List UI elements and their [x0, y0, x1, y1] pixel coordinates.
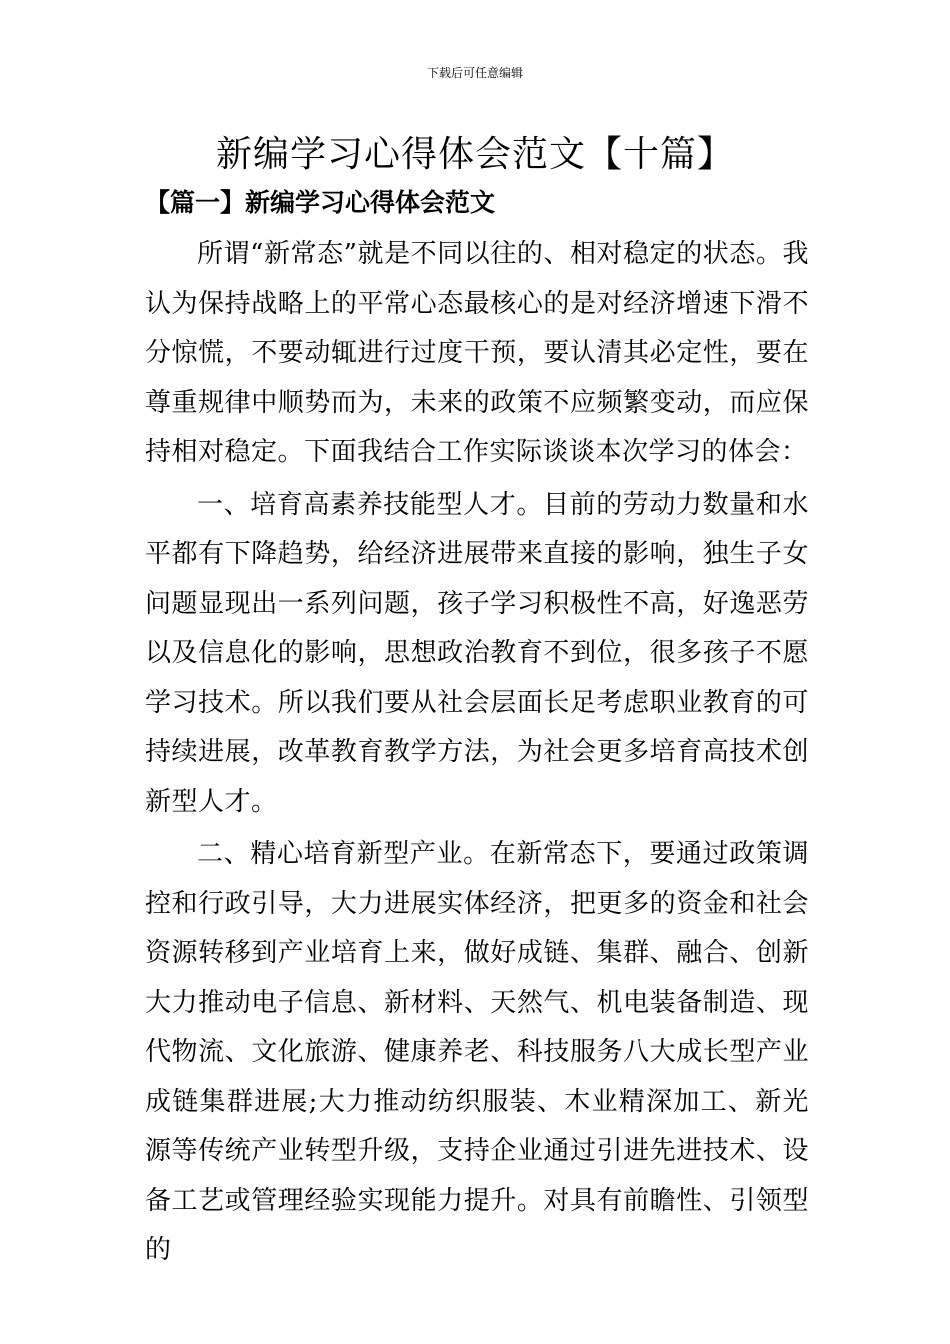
paragraph-point-two: 二、精心培育新型产业。在新常态下，要通过政策调控和行政引导，大力进展实体经济，把更多的资金和社会资源转移到产业培育上来，做好成链、集群、融合、创新大力推动电子信息、新材料、天然气、机电装备制造、现代物流、文化旅游、健康养老、科技服务八大成长型产业成链集群进展;大力推动纺织服装、木业精深加工、新光源等传统产业转型升级，支持企业通过引进先进技术、设备工艺或管理经验实现能力提升。对具有前瞻性、引领型的 [145, 839, 809, 1265]
paragraph-intro: 所谓“新常态”就是不同以往的、相对稳定的状态。我认为保持战略上的平常心态最核心的是对经济增速下滑不分惊慌，不要动辄进行过度干预，要认清其必定性，要在尊重规律中顺势而为，未来的政策不应频繁变动，而应保持相对稳定。下面我结合工作实际谈谈本次学习的体会： [145, 239, 809, 467]
document-title: 新编学习心得体会范文【十篇】 [215, 134, 734, 175]
paragraph-point-one: 一、培育高素养技能型人才。目前的劳动力数量和水平都有下降趋势，给经济进展带来直接的影响，独生子女问题显现出一系列问题，孩子学习积极性不高，好逸恶劳以及信息化的影响，思想政治教育不到位，很多孩子不愿学习技术。所以我们要从社会层面长足考虑职业教育的可持续进展，改革教育教学方法，为社会更多培育高技术创新型人才。 [145, 489, 809, 817]
header-note: 下载后可任意编辑 [426, 66, 523, 80]
body-text [145, 230, 809, 1276]
section-heading: 【篇一】新编学习心得体会范文 [145, 188, 496, 217]
